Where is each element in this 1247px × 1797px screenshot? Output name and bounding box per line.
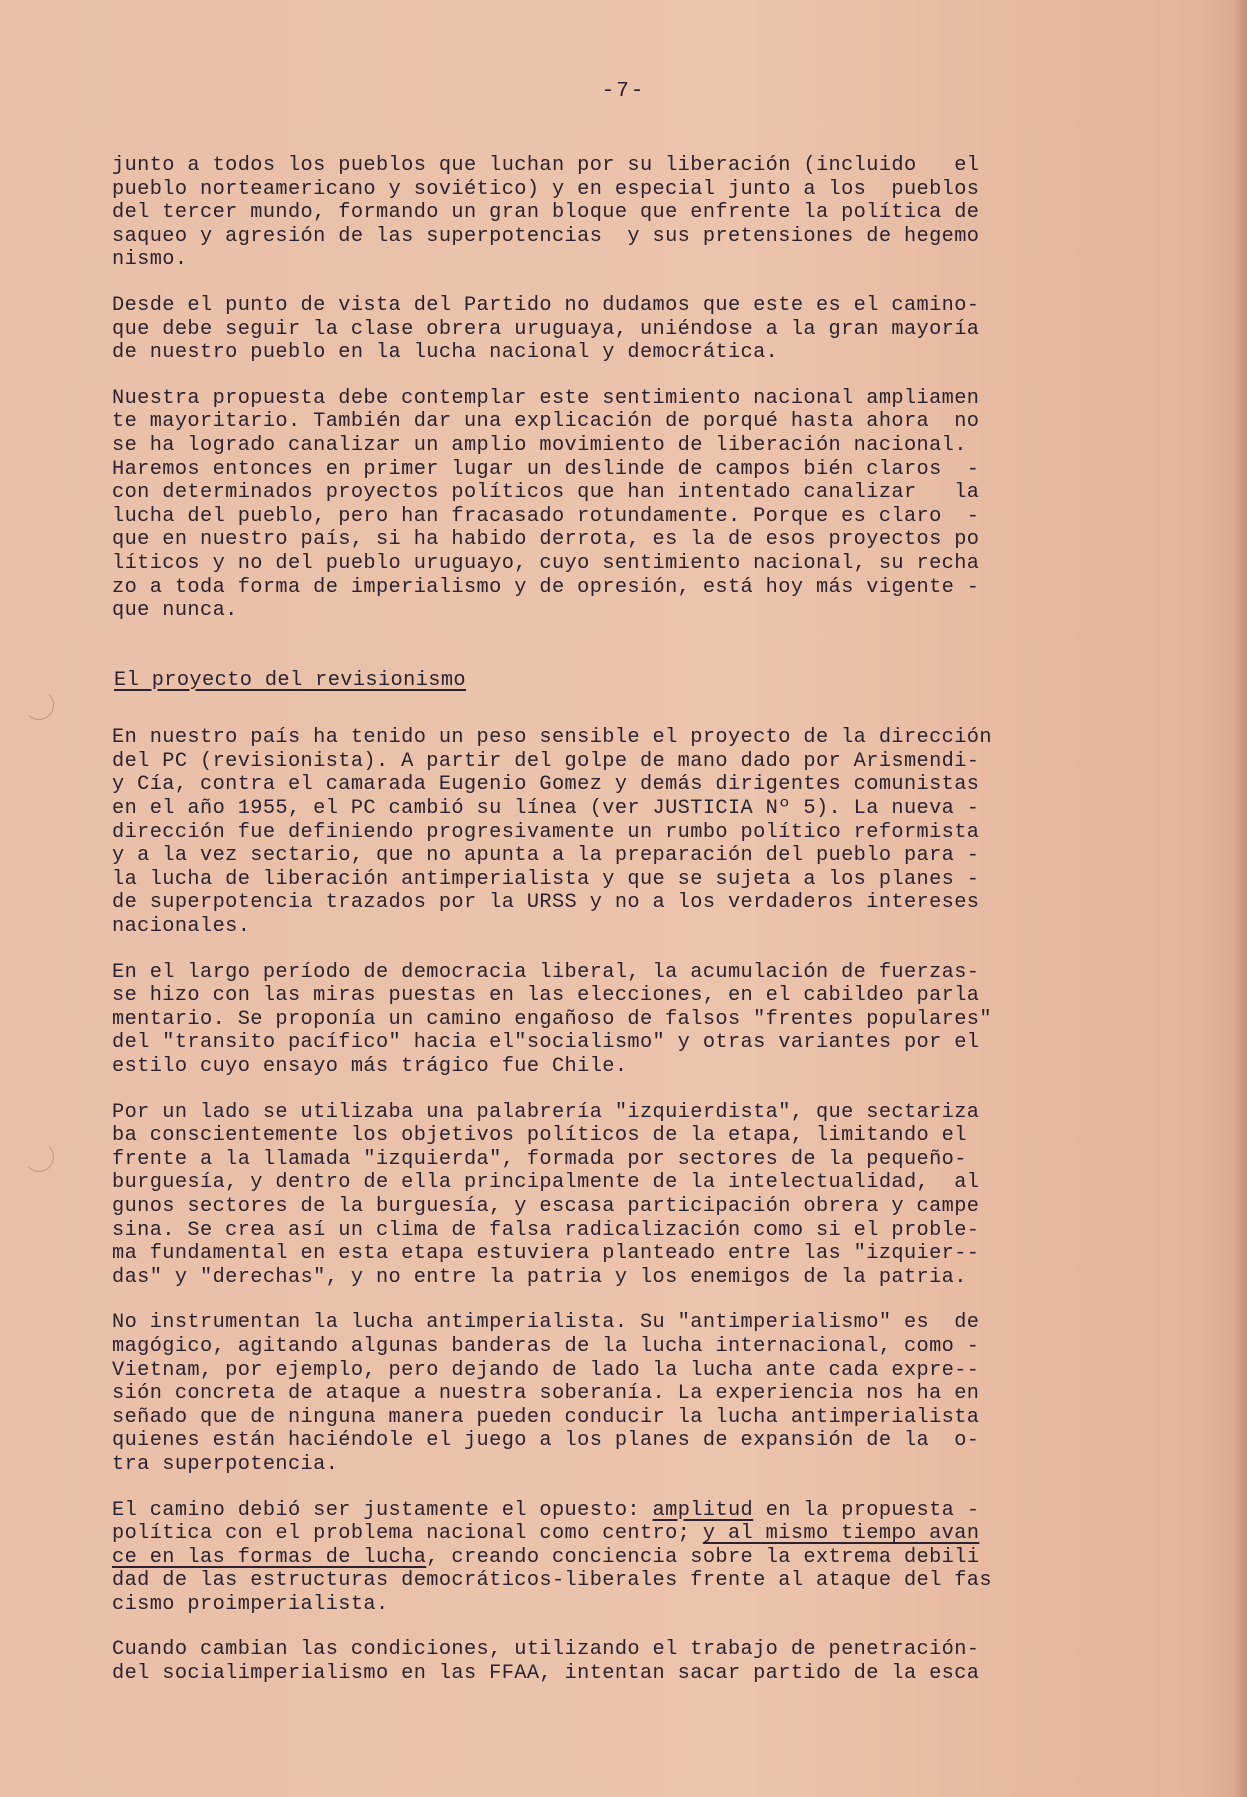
text-line: te mayoritario. También dar una explicación de porqué hasta ahora no (112, 410, 980, 434)
text-line: del tercer mundo, formando un gran bloque que enfrente la política de (112, 201, 980, 225)
underlined-text: amplitud (652, 1498, 754, 1522)
text-line: que en nuestro país, si ha habido derrota, es la de esos proyectos po (112, 528, 980, 552)
text-line: burguesía, y dentro de ella principalmente de la intelectualidad, al (112, 1171, 980, 1195)
text-line: Haremos entonces en primer lugar un deslinde de campos bién claros - (112, 457, 980, 481)
section-heading-wrap (114, 669, 1134, 693)
text-line: con determinados proyectos políticos que han intentado canalizar la (112, 481, 980, 505)
text-line: que nunca. (112, 599, 238, 623)
paragraph-final (112, 1638, 1134, 1685)
paragraphs-top (112, 154, 1134, 623)
text-run: política con el problema nacional como centro; (112, 1522, 703, 1546)
text-line: que debe seguir la clase obrera uruguaya, uniéndose a la gran mayoría (112, 317, 980, 341)
text-line: ma fundamental en esta etapa estuviera planteado entre las "izquier-- (112, 1242, 980, 1266)
text-line: saqueo y agresión de las superpotencias y sus pretensiones de hegemo (112, 224, 980, 248)
text-line: das" y "derechas", y no entre la patria y los enemigos de la patria. (112, 1265, 967, 1289)
punch-hole-mark (24, 1142, 54, 1172)
text-line: del "transito pacífico" hacia el"socialismo" y otras variantes por el (112, 1031, 980, 1055)
text-line: dad de las estructuras democráticos-liberales frente al ataque del fas (112, 1569, 992, 1593)
text-line (112, 1499, 1134, 1523)
text-line: dirección fue definiendo progresivamente un rumbo político reformista (112, 820, 980, 844)
text-line: No instrumentan la lucha antimperialista. Su "antimperialismo" es de (112, 1311, 980, 1335)
text-line: quienes están haciéndole el juego a los planes de expansión de la o- (112, 1429, 980, 1453)
text-line: magógico, agitando algunas banderas de la lucha internacional, como - (112, 1334, 980, 1358)
text-line: En nuestro país ha tenido un peso sensible el proyecto de la dirección (112, 726, 992, 750)
paragraph (112, 1101, 1134, 1290)
document-body (112, 154, 1134, 1708)
text-line: señado que de ninguna manera pueden conducir la lucha antimperialista (112, 1405, 980, 1429)
paragraph (112, 1638, 1134, 1685)
text-line: junto a todos los pueblos que luchan por su liberación (incluido el (112, 154, 980, 177)
text-line: y a la vez sectario, que no apunta a la preparación del pueblo para - (112, 844, 980, 868)
text-run: , creando conciencia sobre la extrema debili (426, 1545, 980, 1569)
text-line: se ha logrado canalizar un amplio movimiento de liberación nacional. (112, 433, 967, 457)
text-line: cismo proimperialista. (112, 1592, 389, 1616)
text-line: sión concreta de ataque a nuestra soberanía. La experiencia nos ha en (112, 1382, 980, 1406)
text-line: En el largo período de democracia liberal, la acumulación de fuerzas- (112, 960, 980, 984)
section-heading: El proyecto del revisionismo (114, 668, 466, 692)
text-line: líticos y no del pueblo uruguayo, cuyo sentimiento nacional, su recha (112, 551, 980, 575)
punch-hole-mark (24, 690, 54, 720)
text-line: tra superpotencia. (112, 1452, 339, 1476)
text-line: frente a la llamada "izquierda", formada por sectores de la pequeño- (112, 1147, 967, 1171)
page-edge-shadow (1233, 0, 1247, 1797)
text-line: ba conscientemente los objetivos políticos de la etapa, limitando el (112, 1124, 967, 1148)
paragraphs-bottom (112, 726, 1134, 1476)
text-line: sina. Se crea así un clima de falsa radicalización como si el proble- (112, 1218, 980, 1242)
text-line: mentario. Se proponía un camino engañoso de falsos "frentes populares" (112, 1007, 992, 1031)
text-line: del socialimperialismo en las FFAA, intentan sacar partido de la esca (112, 1662, 980, 1686)
text-line: nismo. (112, 248, 188, 272)
text-line: lucha del pueblo, pero han fracasado rotundamente. Porque es claro - (112, 504, 980, 528)
text-line: en el año 1955, el PC cambió su línea (ver JUSTICIA Nº 5). La nueva - (112, 797, 980, 821)
text-line: Nuestra propuesta debe contemplar este sentimiento nacional ampliamen (112, 386, 980, 410)
paragraph (112, 294, 1134, 365)
text-line: Desde el punto de vista del Partido no dudamos que este es el camino- (112, 293, 980, 317)
text-line: la lucha de liberación antimperialista y que se sujeta a los planes - (112, 867, 980, 891)
text-line: se hizo con las miras puestas en las elecciones, en el cabildeo parla (112, 984, 980, 1008)
text-line (112, 1522, 1134, 1546)
text-line: Por un lado se utilizaba una palabrería "izquierdista", que sectariza (112, 1100, 980, 1124)
text-run: en la propuesta - (753, 1498, 980, 1522)
text-run: El camino debió ser justamente el opuesto: (112, 1498, 653, 1522)
page-number: -7- (601, 80, 646, 103)
paragraph (112, 1311, 1134, 1476)
text-line: zo a toda forma de imperialismo y de opresión, está hoy más vigente - (112, 575, 980, 599)
text-line: pueblo norteamericano y soviético) y en especial junto a los pueblos (112, 177, 980, 201)
text-line: estilo cuyo ensayo más trágico fue Chile. (112, 1055, 628, 1078)
underlined-text: y al mismo tiempo avan (702, 1522, 980, 1546)
paragraph (112, 154, 1134, 272)
text-line: Cuando cambian las condiciones, utilizando el trabajo de penetración- (112, 1638, 980, 1662)
text-line: de superpotencia trazados por la URSS y no a los verdaderos intereses (112, 891, 980, 915)
underlined-text: ce en las formas de lucha (112, 1545, 427, 1569)
text-line: gunos sectores de la burguesía, y escasa participación obrera y campe (112, 1194, 980, 1218)
text-line: nacionales. (112, 915, 251, 939)
paragraph (112, 726, 1134, 938)
paragraph (112, 1499, 1134, 1617)
text-line: y Cía, contra el camarada Eugenio Gomez y demás dirigentes comunistas (112, 773, 980, 797)
text-line: Vietnam, por ejemplo, pero dejando de lado la lucha ante cada expre-- (112, 1358, 980, 1382)
text-line: del PC (revisionista). A partir del golpe de mano dado por Arismendi- (112, 749, 980, 773)
text-line (112, 1546, 1134, 1570)
paragraph (112, 387, 1134, 623)
paragraph (112, 961, 1134, 1079)
text-line: de nuestro pueblo en la lucha nacional y democrática. (112, 341, 779, 365)
